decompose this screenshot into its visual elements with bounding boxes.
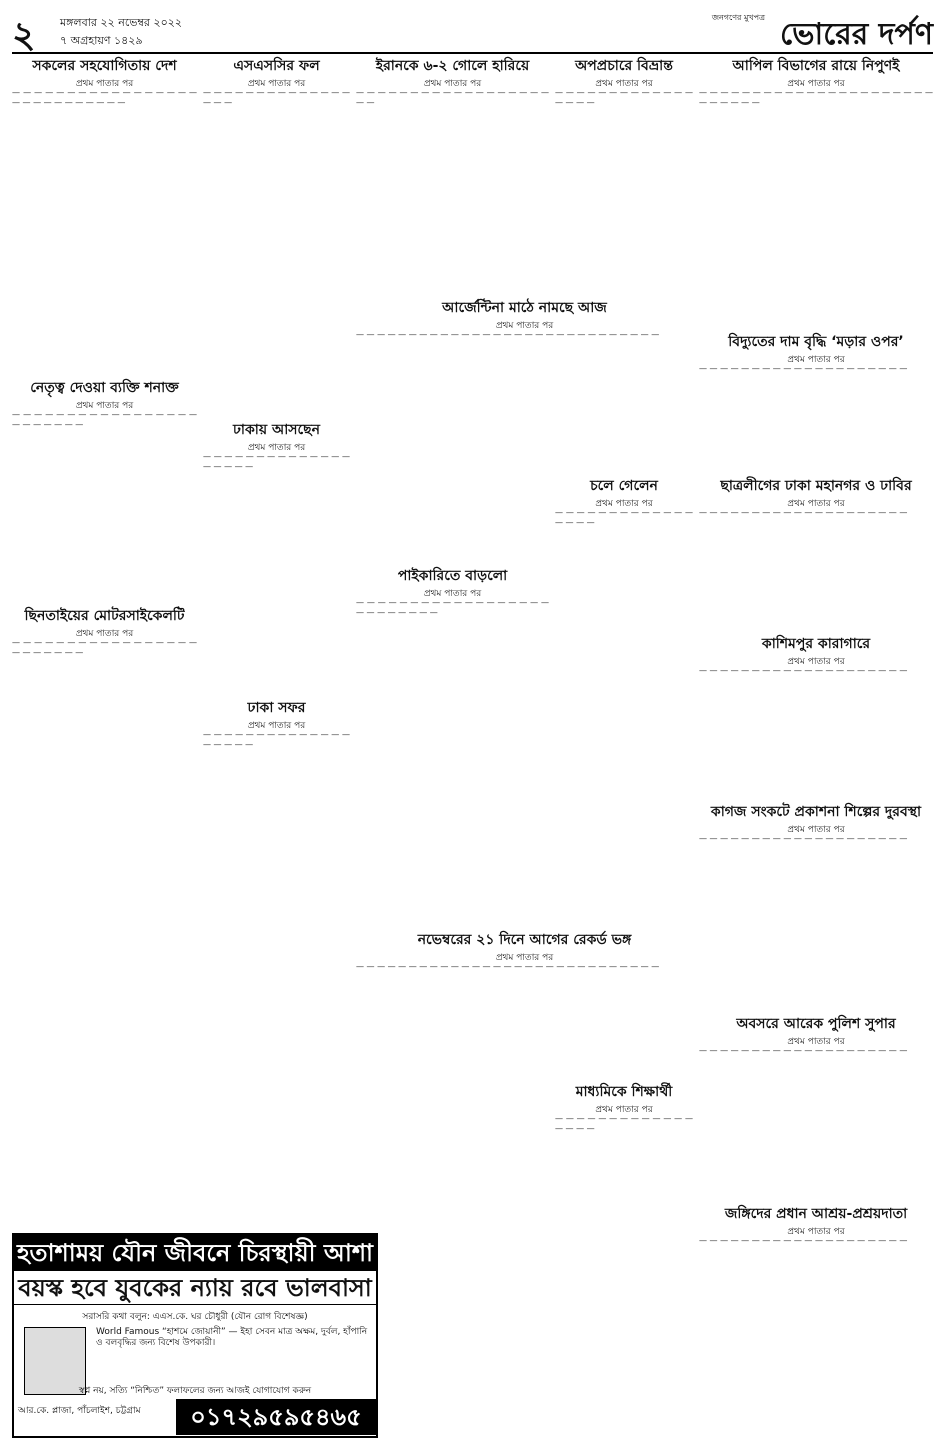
headline: কাগজ সংকটে প্রকাশনা শিল্পের দুরবস্থা [710,804,922,820]
story-body: — — — — — — — — — — — — — — — — — — — — [699,1236,908,1245]
headline: আর্জেন্টিনা মাঠে নামছে আজ [442,300,607,316]
headline: জঙ্গিদের প্রধান আশ্রয়-প্রশ্রয়দাতা [724,1206,908,1222]
ad-note: স্বপ্ন নয়, সত্যি “নিশ্চিত” ফলাফলের জন্য আজই যোগাযোগ করুন [78,1386,312,1396]
headline: নেতৃত্ব দেওয়া ব্যক্তি শনাক্ত [30,380,179,396]
story-sub: প্রথম পাতার পর [495,953,554,963]
story-body: — — — — — — — — — — — — — — — — — [555,88,693,107]
ad-body: World Famous “হাশমে জোয়ানী” — ইহা সেবন মাত্র অক্ষম, দুর্বল, হাঁপানি ও বলবৃদ্ধির জন্য বিশেষ উপকারী। [96,1327,368,1349]
story-sub: প্রথম পাতার পর [787,355,845,365]
story-body: — — — — — — — — — — — — — — — — — — — — — — — — [12,410,197,429]
story-sub: প্রথম পাতার পর [247,721,306,731]
story-body: — — — — — — — — — — — — — — — — — — — — — — — — — — [356,598,549,617]
story-sub: প্রথম পাতার পর [595,79,653,89]
story-sub: প্রথম পাতার পর [787,499,845,509]
headline: বিদ্যুতের দাম বৃদ্ধি ‘মড়ার ওপর’ [728,334,904,350]
story-body: — — — — — — — — — — — — — — — — — — — — [356,88,549,107]
headline: এসএসসির ফল [233,58,320,74]
story-sub: প্রথম পাতার পর [787,1227,845,1237]
story-sub: প্রথম পাতার পর [247,443,306,453]
headline: ইরানকে ৬-২ গোলে হারিয়ে [375,58,530,74]
story-sub: প্রথম পাতার পর [787,657,845,667]
headline: ঢাকা সফর [247,700,306,716]
story-body: — — — — — — — — — — — — — — — — — — — — [699,834,908,843]
date-line-bangla: ৭ অগ্রহায়ণ ১৪২৯ [60,34,143,47]
headline: অপপ্রচারে বিভ্রান্ত [575,58,673,74]
ad-block [12,1233,378,1438]
story-sub: প্রথম পাতার পর [75,629,134,639]
story-body: — — — — — — — — — — — — — — — — — — — — — — — — — — — — — [356,330,660,339]
story-body: — — — — — — — — — — — — — — — — — — — — [699,364,908,373]
story-sub: প্রথম পাতার পর [595,499,653,509]
story-sub: প্রথম পাতার পর [75,401,134,411]
story-sub: প্রথম পাতার পর [495,321,554,331]
headline: মাধ্যমিকে শিক্ষার্থী [575,1084,673,1100]
story-sub: প্রথম পাতার পর [423,79,482,89]
story-sub: প্রথম পাতার পর [787,825,845,835]
headline: কাশিমপুর কারাগারে [761,636,871,652]
story-body: — — — — — — — — — — — — — — — — — — — — — — — — — — — — [12,88,197,107]
headline: পাইকারিতে বাড়লো [397,568,508,584]
brand-tagline: জনগণের মুখপত্র [711,13,765,22]
ad-headline: হতাশাময় যৌন জীবনে চিরস্থায়ী আশা [14,1235,376,1271]
headline: ছাত্রলীগের ঢাকা মহানগর ও ঢাবির [720,478,912,494]
story-body: — — — — — — — — — — — — — — — — — — — [203,730,350,749]
headline: চলে গেলেন [590,478,658,494]
story-body: — — — — — — — — — — — — — — — — — — — — — — — — — — — — — [356,962,660,971]
headline: ঢাকায় আসছেন [233,422,320,438]
story-body: — — — — — — — — — — — — — — — — — [555,508,693,527]
headline: নভেম্বরের ২১ দিনে আগের রেকর্ড ভঙ্গ [417,932,632,948]
story-sub: প্রথম পাতার পর [247,79,306,89]
headline: অবসরে আরেক পুলিশ সুপার [736,1016,896,1032]
story-sub: প্রথম পাতার পর [423,589,482,599]
brand-logo: ভোরের দর্পণ [780,17,933,52]
ad-phone: ০১৭২৯৫৯৫৪৬৫ [176,1399,376,1435]
story-body: — — — — — — — — — — — — — — — — — [203,88,350,107]
ad-address: আর.কে. প্লাজা, পাঁচলাইশ, চট্টগ্রাম [18,1406,141,1416]
story-sub: প্রথম পাতার পর [75,79,134,89]
headline: ছিনতাইয়ের মোটরসাইকেলটি [24,608,185,624]
story-body: — — — — — — — — — — — — — — — — — [555,1114,693,1133]
story-body: — — — — — — — — — — — — — — — — — — — — [699,666,908,675]
ad-contact: সরাসরি কথা বলুন: এএস.কে. ঘর চৌধুরী (যৌন রোগ বিশেষজ্ঞ) [82,1312,308,1322]
story-body: — — — — — — — — — — — — — — — — — — — [203,452,350,471]
story-body: — — — — — — — — — — — — — — — — — — — — [699,508,908,517]
story-sub: প্রথম পাতার পর [787,79,845,89]
story-body: — — — — — — — — — — — — — — — — — — — — — — — — [12,638,197,657]
date-line: মঙ্গলবার ২২ নভেম্বর ২০২২ [60,16,183,29]
story-sub: প্রথম পাতার পর [595,1105,653,1115]
story-body: — — — — — — — — — — — — — — — — — — — — [699,1046,908,1055]
story-sub: প্রথম পাতার পর [787,1037,845,1047]
headline: আপিল বিভাগের রায়ে নিপুণই [732,58,900,74]
page-number: ২ [12,15,36,56]
masthead [12,8,933,54]
ad-subheadline: বয়স্ক হবে যুবকের ন্যায় রবে ভালবাসা [14,1271,376,1305]
headline: সকলের সহযোগিতায় দেশ [32,58,177,74]
story-body: — — — — — — — — — — — — — — — — — — — — — — — — — — — — [699,88,933,107]
